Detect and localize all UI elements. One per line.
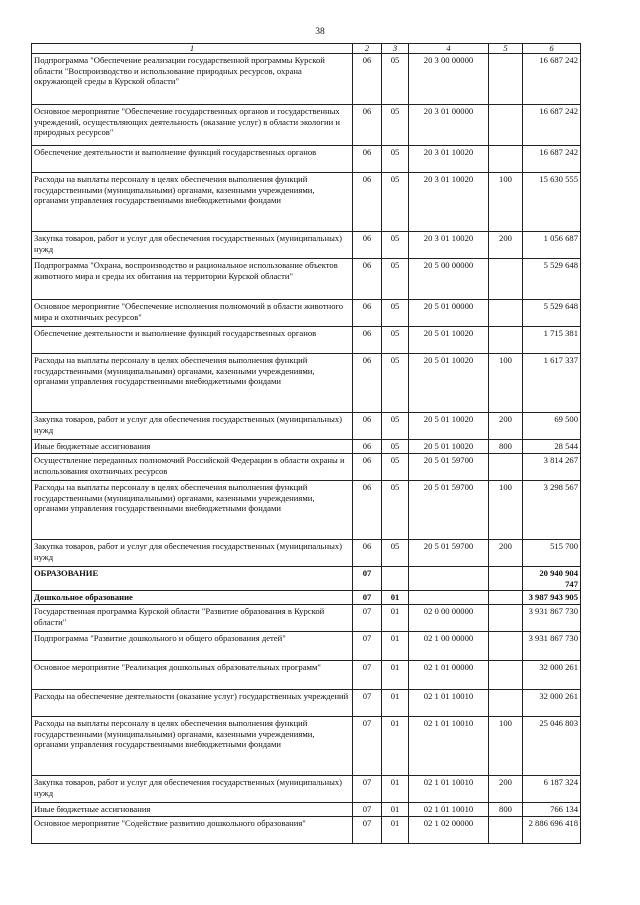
row-target-article-cell: 02 1 02 00000 xyxy=(409,817,489,844)
row-subsection-cell: 05 xyxy=(382,327,409,354)
row-expense-type-cell: 100 xyxy=(489,717,523,776)
row-name-cell: Закупка товаров, работ и услуг для обеспечения государственных (муниципальных) нужд xyxy=(32,776,353,803)
row-section-cell: 07 xyxy=(353,632,382,661)
row-name-cell: Основное мероприятие "Обеспечение государственных органов и государственных учреждений, осуществляющих деятельность (оказание услуг) в области экологии и природных ресурсов" xyxy=(32,105,353,146)
row-section-cell: 06 xyxy=(353,105,382,146)
row-amount-cell: 16 687 242 xyxy=(523,105,581,146)
row-section-cell: 07 xyxy=(353,776,382,803)
row-amount-cell: 5 529 648 xyxy=(523,300,581,327)
row-subsection-cell: 01 xyxy=(382,661,409,690)
row-expense-type-cell xyxy=(489,591,523,605)
column-header-3: 3 xyxy=(382,44,409,54)
row-target-article-cell: 20 3 01 10020 xyxy=(409,146,489,173)
row-target-article-cell: 02 1 00 00000 xyxy=(409,632,489,661)
row-amount-cell: 1 617 337 xyxy=(523,354,581,413)
row-section-cell: 07 xyxy=(353,567,382,591)
row-section-cell: 07 xyxy=(353,717,382,776)
row-target-article-cell: 20 5 01 59700 xyxy=(409,540,489,567)
row-section-cell: 06 xyxy=(353,440,382,454)
table-row xyxy=(32,591,581,605)
row-target-article-cell xyxy=(409,591,489,605)
row-subsection-cell: 01 xyxy=(382,803,409,817)
page-number: 38 xyxy=(315,27,325,37)
row-subsection-cell: 01 xyxy=(382,690,409,717)
row-expense-type-cell xyxy=(489,661,523,690)
row-amount-cell: 20 940 904 747 xyxy=(523,567,581,591)
row-subsection-cell: 01 xyxy=(382,776,409,803)
row-name-cell: Основное мероприятие "Содействие развитию дошкольного образования" xyxy=(32,817,353,844)
row-subsection-cell: 01 xyxy=(382,632,409,661)
row-subsection-cell: 01 xyxy=(382,717,409,776)
row-amount-cell: 3 931 867 730 xyxy=(523,632,581,661)
table-row xyxy=(32,717,581,776)
row-amount-cell: 32 000 261 xyxy=(523,661,581,690)
row-name-cell: Государственная программа Курской области "Развитие образования в Курской области" xyxy=(32,605,353,632)
column-header-2: 2 xyxy=(353,44,382,54)
row-amount-cell: 3 298 567 xyxy=(523,481,581,540)
row-target-article-cell: 20 5 01 10020 xyxy=(409,354,489,413)
row-name-cell: Подпрограмма "Охрана, воспроизводство и рациональное использование объектов животного мира и среды их обитания на территории Курской области" xyxy=(32,259,353,300)
table-row xyxy=(32,632,581,661)
row-target-article-cell: 20 3 01 00000 xyxy=(409,105,489,146)
table-row xyxy=(32,567,581,591)
row-expense-type-cell: 200 xyxy=(489,232,523,259)
row-amount-cell: 766 134 xyxy=(523,803,581,817)
row-amount-cell: 1 715 381 xyxy=(523,327,581,354)
row-name-cell: Расходы на выплаты персоналу в целях обеспечения выполнения функций государственными (муниципальными) органами, казенными учреждениями, органами управления государственными внебюджетными фондами xyxy=(32,173,353,232)
row-subsection-cell: 05 xyxy=(382,259,409,300)
row-amount-cell: 25 046 803 xyxy=(523,717,581,776)
row-amount-cell: 5 529 648 xyxy=(523,259,581,300)
row-name-cell: Расходы на выплаты персоналу в целях обеспечения выполнения функций государственными (муниципальными) органами, казенными учреждениями, органами управления государственными внебюджетными фондами xyxy=(32,354,353,413)
table-row xyxy=(32,540,581,567)
row-target-article-cell: 20 3 01 10020 xyxy=(409,173,489,232)
row-section-cell: 07 xyxy=(353,803,382,817)
table-row xyxy=(32,259,581,300)
row-expense-type-cell xyxy=(489,632,523,661)
row-subsection-cell xyxy=(382,567,409,591)
row-expense-type-cell xyxy=(489,567,523,591)
row-section-cell: 06 xyxy=(353,454,382,481)
row-target-article-cell xyxy=(409,567,489,591)
row-target-article-cell: 02 1 01 00000 xyxy=(409,661,489,690)
row-section-cell: 06 xyxy=(353,259,382,300)
row-expense-type-cell: 800 xyxy=(489,803,523,817)
row-section-cell: 07 xyxy=(353,591,382,605)
row-section-cell: 07 xyxy=(353,817,382,844)
table-row xyxy=(32,327,581,354)
row-section-cell: 07 xyxy=(353,661,382,690)
row-target-article-cell: 20 5 01 10020 xyxy=(409,440,489,454)
table-row xyxy=(32,413,581,440)
row-subsection-cell: 05 xyxy=(382,54,409,105)
row-expense-type-cell: 100 xyxy=(489,354,523,413)
row-name-cell: Закупка товаров, работ и услуг для обеспечения государственных (муниципальных) нужд xyxy=(32,540,353,567)
row-target-article-cell: 20 3 00 00000 xyxy=(409,54,489,105)
table-row xyxy=(32,817,581,844)
row-section-cell: 06 xyxy=(353,413,382,440)
row-expense-type-cell: 200 xyxy=(489,776,523,803)
budget-table xyxy=(31,43,581,844)
row-subsection-cell: 01 xyxy=(382,817,409,844)
row-amount-cell: 6 187 324 xyxy=(523,776,581,803)
row-section-cell: 06 xyxy=(353,54,382,105)
row-amount-cell: 515 700 xyxy=(523,540,581,567)
row-expense-type-cell xyxy=(489,146,523,173)
row-amount-cell: 3 987 943 905 xyxy=(523,591,581,605)
row-expense-type-cell xyxy=(489,690,523,717)
row-name-cell: Подпрограмма "Развитие дошкольного и общего образования детей" xyxy=(32,632,353,661)
column-header-4: 4 xyxy=(409,44,489,54)
row-section-cell: 06 xyxy=(353,173,382,232)
table-row xyxy=(32,454,581,481)
row-amount-cell: 28 544 xyxy=(523,440,581,454)
row-name-cell: Иные бюджетные ассигнования xyxy=(32,440,353,454)
table-header-row xyxy=(32,44,581,54)
row-target-article-cell: 20 3 01 10020 xyxy=(409,232,489,259)
column-header-5: 5 xyxy=(489,44,523,54)
row-section-cell: 06 xyxy=(353,146,382,173)
table-row xyxy=(32,354,581,413)
row-subsection-cell: 05 xyxy=(382,440,409,454)
row-section-cell: 06 xyxy=(353,232,382,259)
row-subsection-cell: 05 xyxy=(382,232,409,259)
row-target-article-cell: 02 1 01 10010 xyxy=(409,803,489,817)
row-name-cell: Расходы на выплаты персоналу в целях обеспечения выполнения функций государственными (муниципальными) органами, казенными учреждениями, органами управления государственными внебюджетными фондами xyxy=(32,481,353,540)
row-section-cell: 07 xyxy=(353,605,382,632)
row-subsection-cell: 05 xyxy=(382,300,409,327)
row-expense-type-cell xyxy=(489,105,523,146)
row-name-cell: Осуществление переданных полномочий Российской Федерации в области охраны и использования охотничьих ресурсов xyxy=(32,454,353,481)
row-expense-type-cell: 100 xyxy=(489,481,523,540)
row-name-cell: Подпрограмма "Обеспечение реализации государственной программы Курской области "Воспроизводство и использование природных ресурсов, охрана окружающей среды в Курской области" xyxy=(32,54,353,105)
row-target-article-cell: 20 5 00 00000 xyxy=(409,259,489,300)
row-name-cell: Закупка товаров, работ и услуг для обеспечения государственных (муниципальных) нужд xyxy=(32,413,353,440)
row-subsection-cell: 05 xyxy=(382,173,409,232)
table-row xyxy=(32,661,581,690)
row-name-cell: ОБРАЗОВАНИЕ xyxy=(32,567,353,591)
table-row xyxy=(32,690,581,717)
row-amount-cell: 1 056 687 xyxy=(523,232,581,259)
table-row xyxy=(32,105,581,146)
row-expense-type-cell xyxy=(489,300,523,327)
row-name-cell: Расходы на выплаты персоналу в целях обеспечения выполнения функций государственными (муниципальными) органами, казенными учреждениями, органами управления государственными внебюджетными фондами xyxy=(32,717,353,776)
row-amount-cell: 69 500 xyxy=(523,413,581,440)
row-name-cell: Закупка товаров, работ и услуг для обеспечения государственных (муниципальных) нужд xyxy=(32,232,353,259)
row-expense-type-cell xyxy=(489,817,523,844)
row-amount-cell: 16 687 242 xyxy=(523,54,581,105)
row-target-article-cell: 02 1 01 10010 xyxy=(409,717,489,776)
row-name-cell: Расходы на обеспечение деятельности (оказание услуг) государственных учреждений xyxy=(32,690,353,717)
row-section-cell: 06 xyxy=(353,540,382,567)
row-amount-cell: 3 931 867 730 xyxy=(523,605,581,632)
row-name-cell: Обеспечение деятельности и выполнение функций государственных органов xyxy=(32,327,353,354)
row-subsection-cell: 05 xyxy=(382,481,409,540)
row-expense-type-cell: 800 xyxy=(489,440,523,454)
column-header-1: 1 xyxy=(32,44,353,54)
row-expense-type-cell xyxy=(489,54,523,105)
row-target-article-cell: 20 5 01 10020 xyxy=(409,327,489,354)
row-expense-type-cell xyxy=(489,454,523,481)
table-row xyxy=(32,146,581,173)
table-row xyxy=(32,776,581,803)
row-subsection-cell: 05 xyxy=(382,413,409,440)
row-name-cell: Основное мероприятие "Реализация дошкольных образовательных программ" xyxy=(32,661,353,690)
row-target-article-cell: 02 1 01 10010 xyxy=(409,690,489,717)
row-section-cell: 06 xyxy=(353,354,382,413)
row-subsection-cell: 05 xyxy=(382,105,409,146)
row-name-cell: Обеспечение деятельности и выполнение функций государственных органов xyxy=(32,146,353,173)
row-target-article-cell: 02 1 01 10010 xyxy=(409,776,489,803)
table-row xyxy=(32,803,581,817)
row-expense-type-cell xyxy=(489,327,523,354)
table-row xyxy=(32,605,581,632)
row-section-cell: 06 xyxy=(353,327,382,354)
row-expense-type-cell: 200 xyxy=(489,540,523,567)
row-name-cell: Дошкольное образование xyxy=(32,591,353,605)
row-subsection-cell: 05 xyxy=(382,540,409,567)
table-row xyxy=(32,300,581,327)
row-amount-cell: 16 687 242 xyxy=(523,146,581,173)
row-expense-type-cell: 100 xyxy=(489,173,523,232)
row-name-cell: Основное мероприятие "Обеспечение исполнения полномочий в области животного мира и охотничьих ресурсов" xyxy=(32,300,353,327)
row-section-cell: 06 xyxy=(353,481,382,540)
row-amount-cell: 32 000 261 xyxy=(523,690,581,717)
row-amount-cell: 3 814 267 xyxy=(523,454,581,481)
table-row xyxy=(32,440,581,454)
table-row xyxy=(32,232,581,259)
row-section-cell: 06 xyxy=(353,300,382,327)
row-target-article-cell: 20 5 01 59700 xyxy=(409,481,489,540)
column-header-6: 6 xyxy=(523,44,581,54)
row-subsection-cell: 05 xyxy=(382,354,409,413)
row-target-article-cell: 02 0 00 00000 xyxy=(409,605,489,632)
table-row xyxy=(32,54,581,105)
row-subsection-cell: 05 xyxy=(382,146,409,173)
row-target-article-cell: 20 5 01 10020 xyxy=(409,413,489,440)
table-row xyxy=(32,481,581,540)
row-name-cell: Иные бюджетные ассигнования xyxy=(32,803,353,817)
row-target-article-cell: 20 5 01 59700 xyxy=(409,454,489,481)
row-subsection-cell: 01 xyxy=(382,605,409,632)
row-subsection-cell: 05 xyxy=(382,454,409,481)
row-amount-cell: 2 886 696 418 xyxy=(523,817,581,844)
row-subsection-cell: 01 xyxy=(382,591,409,605)
table-row xyxy=(32,173,581,232)
row-expense-type-cell xyxy=(489,605,523,632)
row-target-article-cell: 20 5 01 00000 xyxy=(409,300,489,327)
row-amount-cell: 15 630 555 xyxy=(523,173,581,232)
row-expense-type-cell: 200 xyxy=(489,413,523,440)
row-expense-type-cell xyxy=(489,259,523,300)
row-section-cell: 07 xyxy=(353,690,382,717)
